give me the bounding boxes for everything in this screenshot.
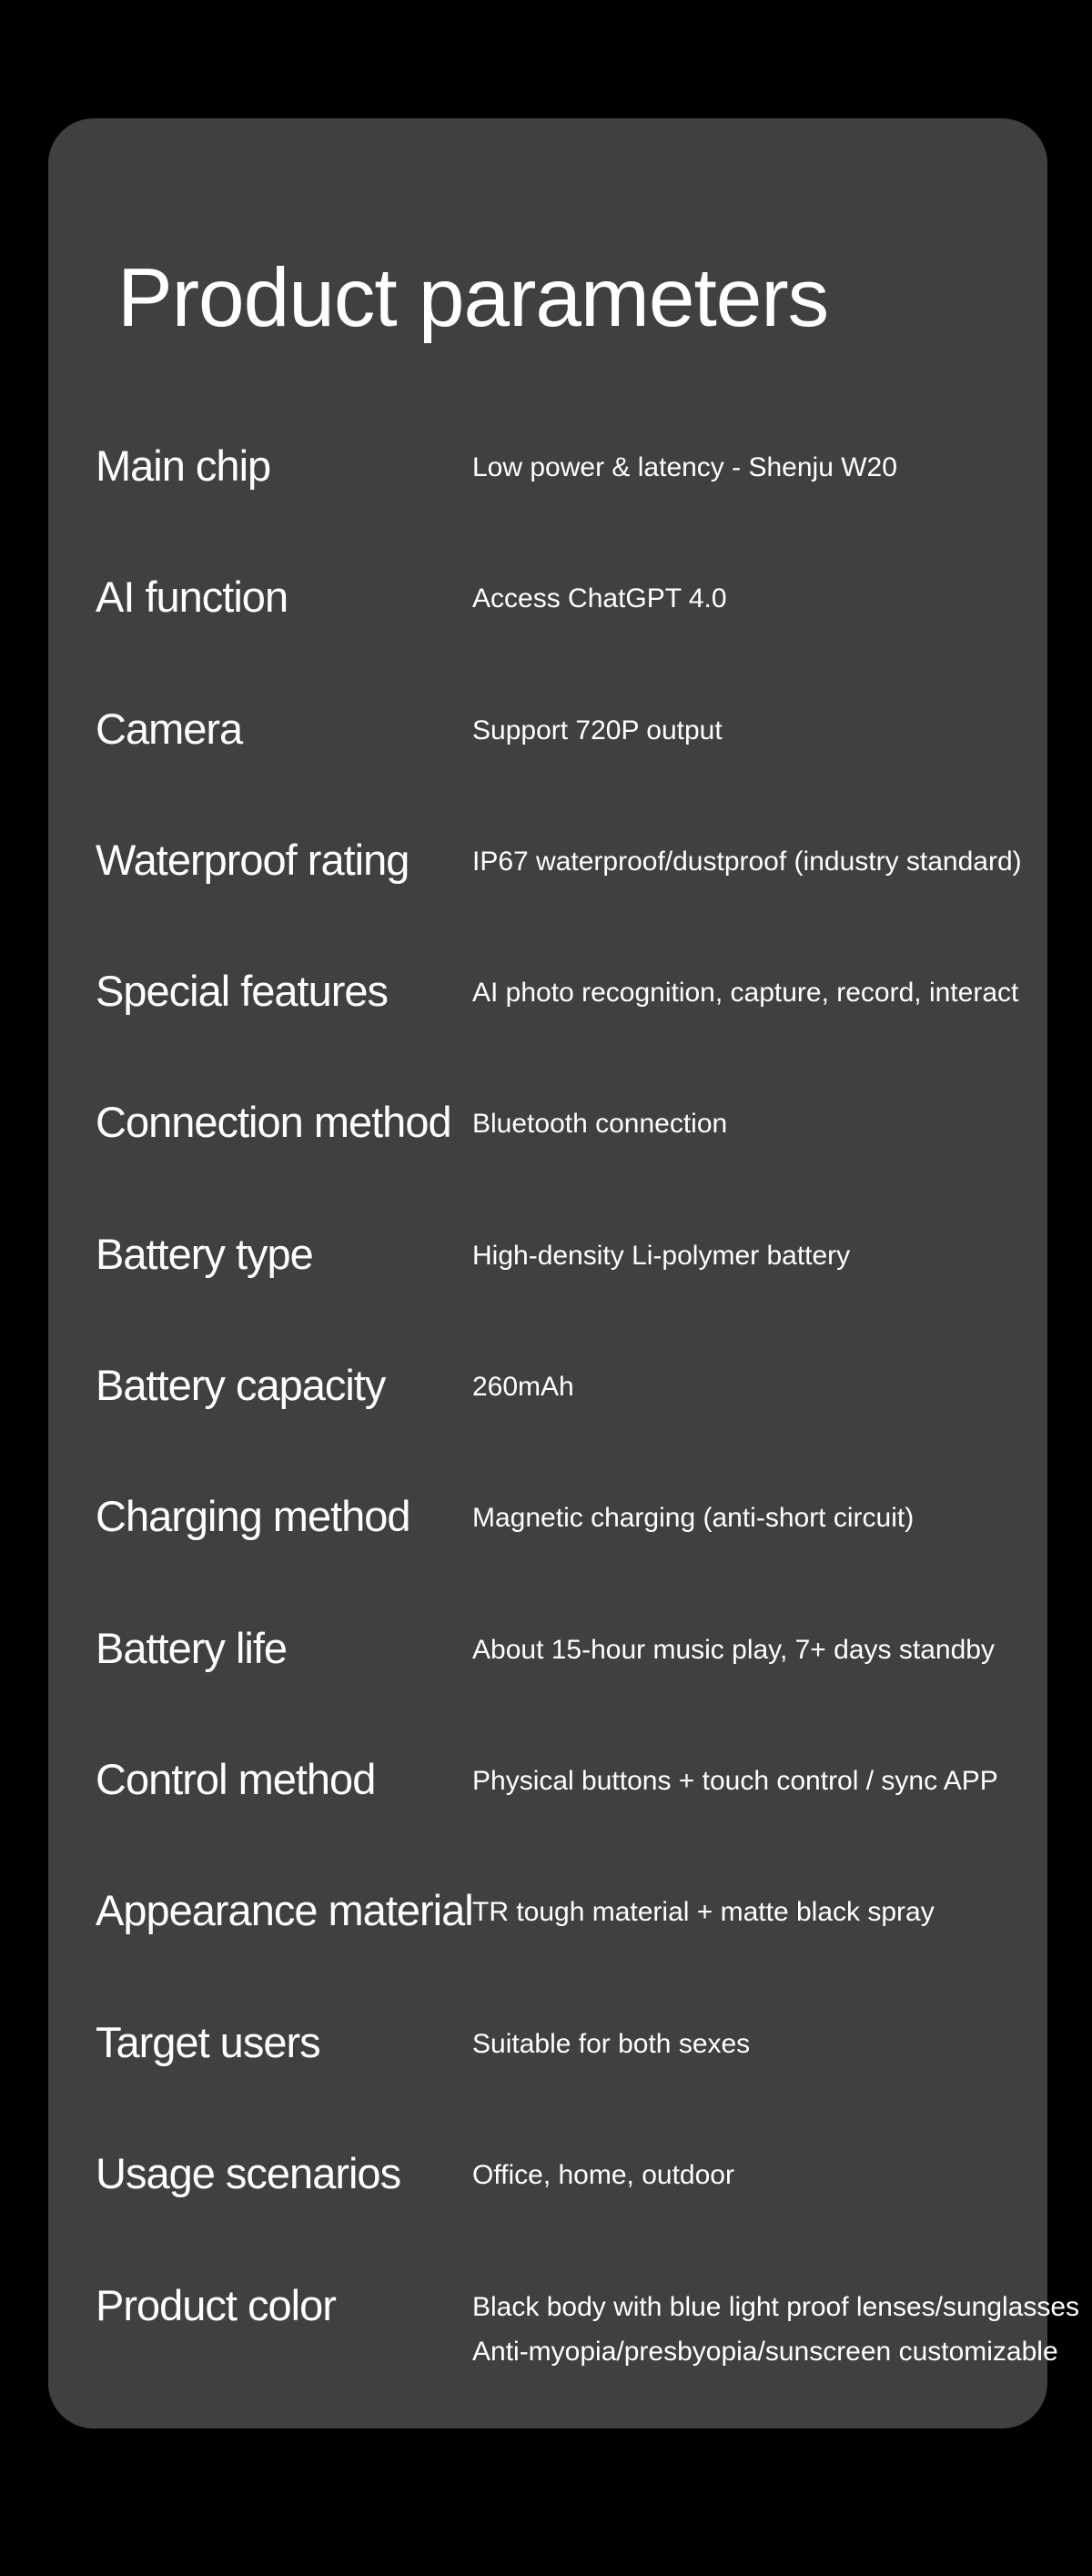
- param-row-connection-method: [96, 1100, 1047, 1155]
- page-title: Product parameters: [117, 252, 829, 344]
- parameters-card: [48, 118, 1080, 2429]
- param-value: Black body with blue light proof lenses/sunglasses: [472, 2292, 1080, 2322]
- param-value: Low power & latency - Shenju W20: [472, 452, 897, 482]
- param-value: Suitable for both sexes: [472, 2029, 751, 2059]
- param-label: AI function: [96, 573, 288, 621]
- param-row-appearance-material: [96, 1886, 1047, 1943]
- param-row-main-chip: [96, 441, 1047, 499]
- param-label: Special features: [96, 967, 389, 1015]
- param-row-product-color: [96, 2281, 1080, 2384]
- param-value: 260mAh: [472, 1372, 574, 1402]
- param-row-waterproof-rating: [96, 838, 1047, 893]
- param-row-camera: [96, 707, 1047, 762]
- param-value: Physical buttons + touch control / sync APP: [472, 1766, 998, 1796]
- param-value: Bluetooth connection: [472, 1109, 728, 1139]
- param-row-target-users: [96, 2018, 1047, 2075]
- param-label: Control method: [96, 1755, 376, 1803]
- param-row-special-features: [96, 969, 1047, 1024]
- param-label: Battery type: [96, 1230, 313, 1278]
- param-label: Waterproof rating: [96, 836, 410, 884]
- param-value: Access ChatGPT 4.0: [472, 583, 727, 614]
- param-label: Usage scenarios: [96, 2149, 401, 2197]
- param-value: IP67 waterproof/dustproof (industry standard): [472, 847, 1022, 877]
- param-value: Office, home, outdoor: [472, 2160, 734, 2190]
- param-row-battery-life: [96, 1624, 1047, 1681]
- param-label: Main chip: [96, 441, 271, 490]
- param-row-usage-scenarios: [96, 2149, 1047, 2206]
- param-value: About 15-hour music play, 7+ days standby: [472, 1635, 995, 1665]
- param-row-control-method: [96, 1755, 1047, 1812]
- param-label: Connection method: [96, 1098, 451, 1146]
- param-row-ai-function: [96, 575, 1047, 630]
- param-row-battery-type: [96, 1232, 1047, 1287]
- param-value: TR tough material + matte black spray: [472, 1897, 935, 1927]
- param-label: Battery capacity: [96, 1361, 386, 1409]
- param-value: Magnetic charging (anti-short circuit): [472, 1503, 915, 1533]
- param-row-battery-capacity: [96, 1361, 1047, 1418]
- param-label: Appearance material: [96, 1886, 473, 1934]
- param-label: Camera: [96, 705, 243, 753]
- param-value: Support 720P output: [472, 715, 723, 745]
- param-value: High-density Li-polymer battery: [472, 1241, 851, 1271]
- param-label: Product color: [96, 2281, 336, 2329]
- param-label: Battery life: [96, 1624, 288, 1672]
- param-row-charging-method: [96, 1492, 1047, 1549]
- param-value: AI photo recognition, capture, record, interact: [472, 978, 1019, 1008]
- param-label: Charging method: [96, 1492, 410, 1540]
- param-label: Target users: [96, 2018, 320, 2066]
- param-value-line2: Anti-myopia/presbyopia/sunscreen customizable: [472, 2337, 1058, 2367]
